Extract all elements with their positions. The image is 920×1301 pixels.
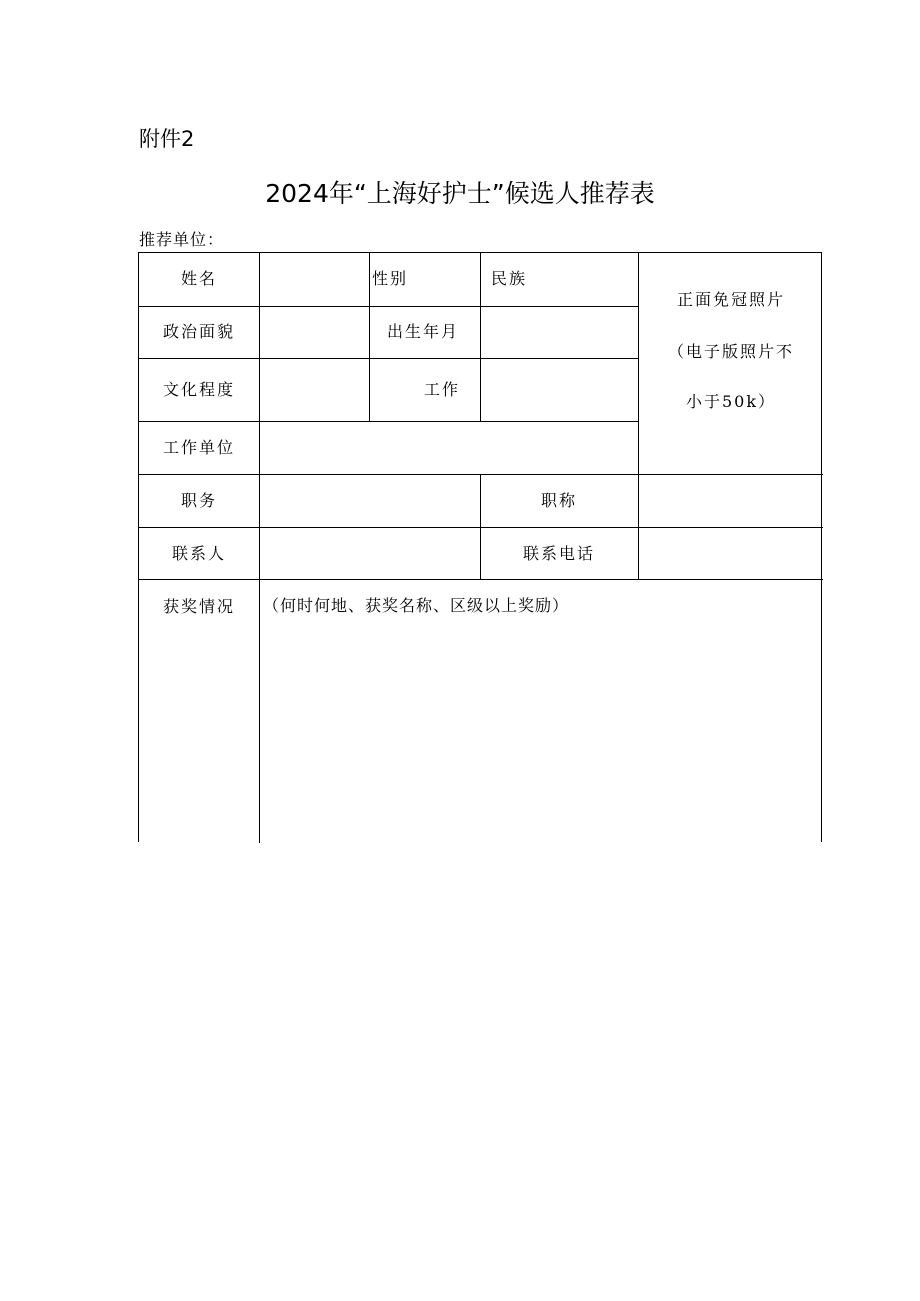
position-label: 职务 [180, 491, 217, 510]
row-divider [139, 527, 823, 528]
row-divider [139, 421, 638, 422]
contact-person-label: 联系人 [171, 544, 226, 563]
row-divider [139, 306, 638, 307]
awards-label: 获奖情况 [162, 597, 235, 616]
recommending-unit-label: 推荐单位： [139, 230, 225, 249]
contact-phone-label: 联系电话 [522, 544, 595, 563]
awards-hint: （何时何地、获奖名称、区级以上奖励） [263, 596, 570, 615]
column-divider [259, 253, 260, 843]
political-status-label: 政治面貌 [162, 322, 235, 341]
column-divider [480, 253, 481, 421]
name-label: 姓名 [180, 269, 217, 288]
document-title: 2024年“上海好护士”候选人推荐表 [265, 179, 655, 208]
professional-title-label: 职称 [540, 491, 577, 510]
photo-instruction-line: 正面免冠照片 [676, 290, 785, 309]
row-divider [139, 474, 823, 475]
row-divider [139, 358, 638, 359]
ethnicity-label: 民族 [491, 269, 528, 288]
row-divider [139, 579, 823, 580]
photo-instruction-line: （电子版照片不 [667, 342, 794, 361]
birth-date-label: 出生年月 [387, 322, 460, 341]
education-label: 文化程度 [162, 380, 235, 399]
gender-label: 性别 [372, 269, 409, 288]
column-divider [369, 253, 370, 421]
workplace-label: 工作单位 [162, 438, 235, 457]
work-label: 工作 [424, 380, 461, 399]
recommendation-form-table [138, 252, 822, 842]
photo-instruction-line: 小于50k） [685, 392, 777, 411]
attachment-label: 附件2 [139, 127, 195, 151]
